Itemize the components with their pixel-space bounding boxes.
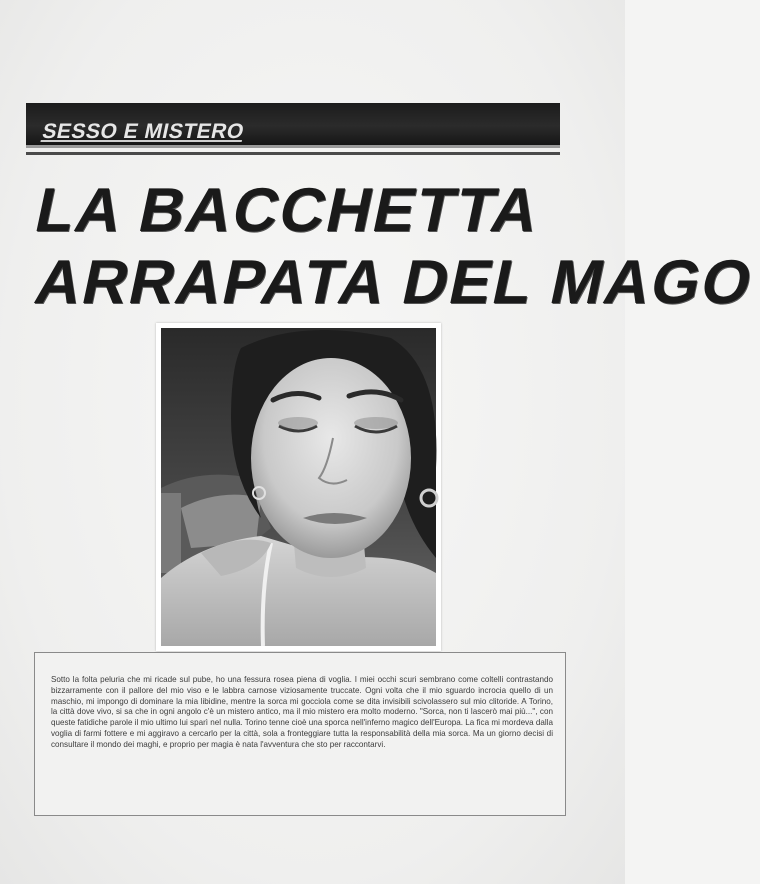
section-label: SESSO E MISTERO [40, 120, 247, 143]
photo-frame [156, 323, 441, 651]
article-text-box [34, 652, 566, 816]
article-photo [161, 328, 436, 646]
article-body: Sotto la folta peluria che mi ricade sul pube, ho una fessura rosea piena di voglia. I miei occhi scuri sembrano come coltelli contrastando bizzarramente con il pallore del mio viso e le labbra carnose viziosamente truccate. Ogni volta che il mio sguardo incrocia quello di un maschio, mi impongo di dominare la mia libidine, mentre la sorca mi gocciola come se dita invisibili scivolassero sul mio clitoride. A Torino, la città dove vivo, si sa che in ogni angolo c'è un mistero antico, ma il mio mistero era molto moderno. "Sorca, non ti lascerò mai più...", con queste fatidiche parole il mio ultimo lui sparì nel nulla. Torino tenne cioè una sporca nell'inferno magico dell'Europa. La fica mi mordeva dalla voglia di farmi fottere e mi aggiravo a cercarlo per la città, sola a fronteggiare tutta la responsabilità della mia sorca. Ma un giorno decisi di consultare il mondo dei maghi, e proprio per magia è nata l'avventura che sto per raccontarvi. [51, 675, 553, 749]
headline-line-2: ARRAPATA DEL MAGO [29, 248, 760, 317]
portrait-illustration [161, 328, 436, 646]
header-divider [26, 152, 560, 155]
headline-line-1: LA BACCHETTA [29, 176, 547, 245]
